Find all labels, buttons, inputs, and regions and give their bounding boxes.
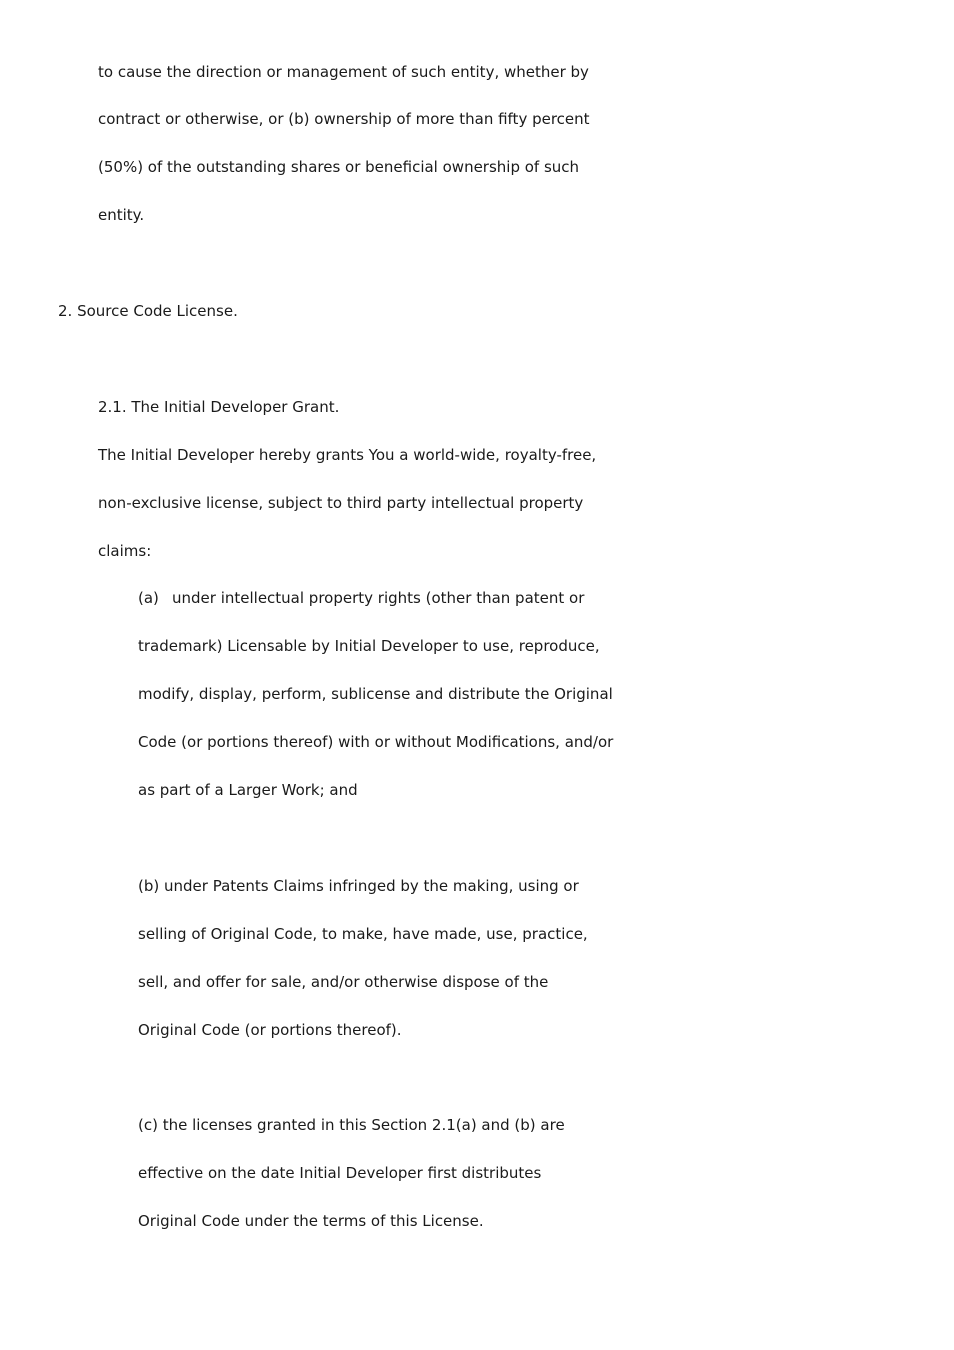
paragraph-line: modify, display, perform, sublicense and distribute the Original (138, 685, 613, 703)
item-label: (a) (138, 589, 159, 607)
paragraph-line (138, 588, 584, 608)
paragraph-line: to cause the direction or management of such entity, whether by (98, 63, 589, 81)
paragraph-line: claims: (98, 542, 152, 560)
item-text: under intellectual property rights (other than patent or (172, 589, 585, 607)
paragraph-line: Original Code under the terms of this License. (138, 1212, 484, 1230)
paragraph-line: non-exclusive license, subject to third party intellectual property (98, 494, 584, 512)
paragraph-line: The Initial Developer hereby grants You a world-wide, royalty-free, (98, 446, 597, 464)
paragraph-line: entity. (98, 206, 145, 224)
paragraph-line: selling of Original Code, to make, have made, use, practice, (138, 925, 588, 943)
paragraph-line: sell, and offer for sale, and/or otherwise dispose of the (138, 973, 549, 991)
paragraph-line: Code (or portions thereof) with or without Modifications, and/or (138, 733, 614, 751)
paragraph-line: (b) under Patents Claims infringed by the making, using or (138, 877, 579, 895)
paragraph-line: contract or otherwise, or (b) ownership of more than fifty percent (98, 110, 590, 128)
paragraph-line: trademark) Licensable by Initial Developer to use, reproduce, (138, 637, 600, 655)
paragraph-line: Original Code (or portions thereof). (138, 1021, 402, 1039)
paragraph-line: effective on the date Initial Developer first distributes (138, 1164, 542, 1182)
subsection-heading: 2.1. The Initial Developer Grant. (98, 398, 340, 416)
section-heading: 2. Source Code License. (58, 302, 238, 320)
paragraph-line: (c) the licenses granted in this Section 2.1(a) and (b) are (138, 1116, 565, 1134)
paragraph-line: as part of a Larger Work; and (138, 781, 358, 799)
paragraph-line: (50%) of the outstanding shares or beneficial ownership of such (98, 158, 580, 176)
